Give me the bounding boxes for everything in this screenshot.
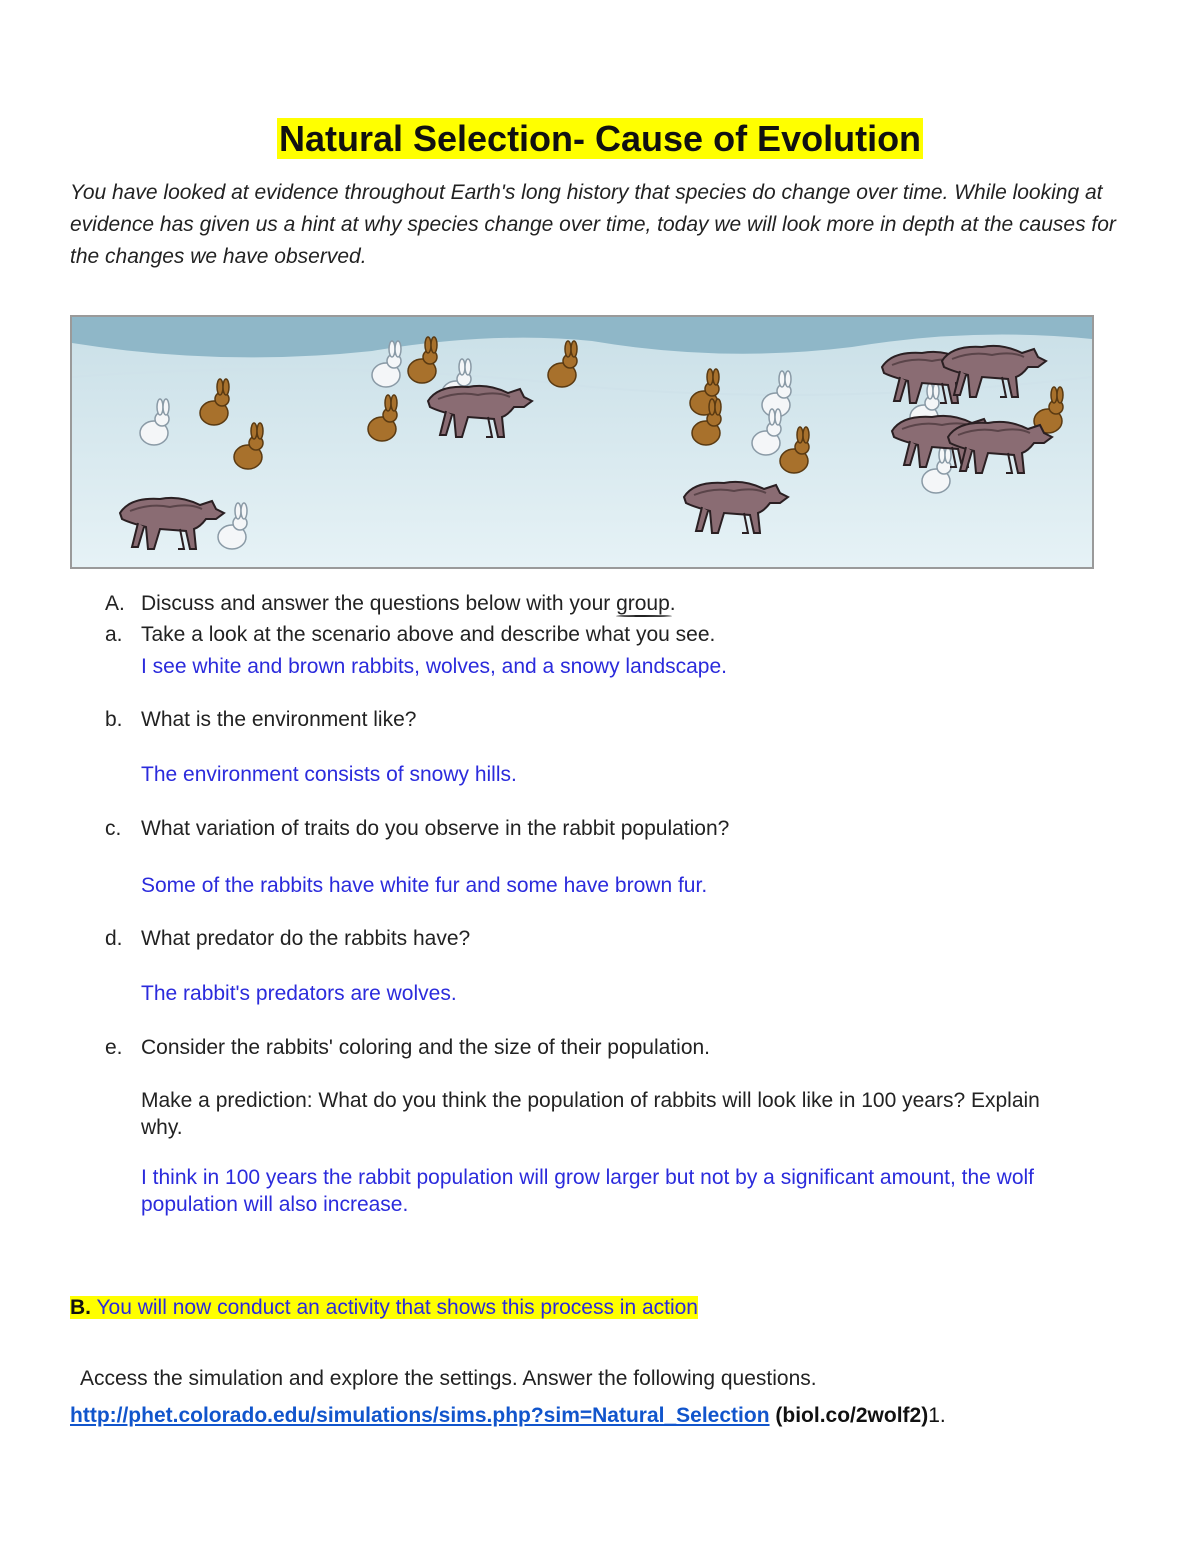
short-link-text: (biol.co/2wolf2)	[775, 1404, 929, 1427]
question-e	[105, 1036, 710, 1060]
section-a-marker: A.	[105, 592, 125, 615]
title-text: Natural Selection- Cause of Evolution	[278, 118, 922, 159]
section-a-text: Discuss and answer the questions below with your	[141, 592, 617, 615]
footnote-marker: 1.	[928, 1404, 946, 1427]
question-text: What predator do the rabbits have?	[141, 927, 471, 950]
question-b	[105, 708, 416, 732]
question-text: What variation of traits do you observe in the rabbit population?	[141, 817, 730, 840]
answer-c: Some of the rabbits have white fur and some have brown fur.	[141, 874, 708, 897]
question-marker: b.	[105, 708, 123, 731]
question-marker: d.	[105, 927, 123, 950]
section-a-period: .	[669, 592, 676, 615]
question-a	[105, 623, 715, 647]
question-marker: e.	[105, 1036, 123, 1059]
group-word: group	[616, 592, 670, 615]
simulation-link-line	[70, 1404, 946, 1428]
section-b-heading	[70, 1296, 698, 1320]
question-c	[105, 817, 729, 841]
question-text: Take a look at the scenario above and describe what you see.	[141, 623, 716, 646]
prediction-prompt: Make a prediction: What do you think the population of rabbits will look like in 100 years? Explain why.	[141, 1089, 1040, 1139]
answer-a: I see white and brown rabbits, wolves, and a snowy landscape.	[141, 655, 728, 678]
answer-e: I think in 100 years the rabbit population will grow larger but not by a significant amount, the wolf population will also increase.	[141, 1166, 1035, 1216]
question-marker: c.	[105, 817, 122, 840]
section-b-text: You will now conduct an activity that shows this process in action	[91, 1296, 698, 1319]
snow-scene-image	[70, 315, 1094, 569]
page-title	[0, 118, 1200, 160]
question-d	[105, 927, 470, 951]
section-b-highlight	[70, 1296, 698, 1319]
simulation-link[interactable]: http://phet.colorado.edu/simulations/sims.php?sim=Natural_Selection	[70, 1404, 770, 1427]
intro-paragraph: You have looked at evidence throughout Earth's long history that species do change over time. While looking at evidence has given us a hint at why species change over time, today we will look more in depth at the causes for the changes we have observed.	[70, 181, 1116, 268]
answer-d: The rabbit's predators are wolves.	[141, 982, 457, 1005]
question-marker: a.	[105, 623, 123, 646]
section-b-marker: B.	[70, 1296, 91, 1319]
access-instructions: Access the simulation and explore the settings. Answer the following questions.	[80, 1367, 817, 1390]
question-text: Consider the rabbits' coloring and the size of their population.	[141, 1036, 711, 1059]
section-a-heading	[105, 592, 676, 616]
question-text: What is the environment like?	[141, 708, 417, 731]
answer-b: The environment consists of snowy hills.	[141, 763, 517, 786]
